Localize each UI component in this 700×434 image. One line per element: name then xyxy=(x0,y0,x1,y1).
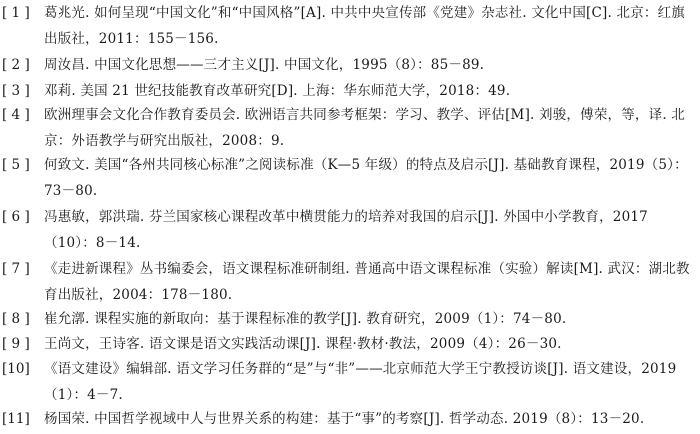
reference-number: [11] xyxy=(2,411,30,427)
reference-text: 周汝昌. 中国文化思想——三才主义[J]. 中国文化，1995（8）：85－89. xyxy=(44,57,485,73)
reference-text: 何致文. 美国“各州共同核心标准”之阅读标准（K—5 年级）的特点及启示[J]. 基础教育课程，2019（5）：73－80. xyxy=(44,157,688,199)
reference-text: 崔允漷. 课程实施的新取向：基于课程标准的教学[J]. 教育研究，2009（1）：74－80. xyxy=(44,311,567,327)
reference-text: 王尚文，王诗客. 语文课是语文实践活动课[J]. 课程·教材·教法，2009（4）：26－30. xyxy=(44,336,562,352)
reference-text: 《走进新课程》丛书编委会，语文课程标准研制组. 普通高中语文课程标准（实验）解读[M]. 武汉：湖北教育出版社，2004：178－180. xyxy=(44,261,690,303)
reference-number: [ 3 ] xyxy=(2,83,30,99)
reference-number: [ 5 ] xyxy=(2,157,30,173)
reference-text: 葛兆光. 如何呈现“中国文化”和“中国风格”[A]. 中共中央宣传部《党建》杂志社. 文化中国[C]. 北京：红旗出版社，2011：155－156. xyxy=(44,5,685,47)
reference-number: [ 2 ] xyxy=(2,57,30,73)
reference-number: [10] xyxy=(2,361,30,377)
reference-text: 杨国荣. 中国哲学视域中人与世界关系的构建：基于“事”的考察[J]. 哲学动态. 2019（8）：13－20. xyxy=(44,411,645,427)
reference-number: [ 8 ] xyxy=(2,311,30,327)
reference-number: [ 1 ] xyxy=(2,5,30,21)
reference-text: 《语文建设》编辑部. 语文学习任务群的“是”与“非”——北京师范大学王宁教授访谈[J]. 语文建设，2019（1）：4－7. xyxy=(44,361,677,403)
reference-text: 欧洲理事会文化合作教育委员会. 欧洲语言共同参考框架：学习、教学、评估[M]. 刘骏，傅荣，等，译. 北京：外语教学与研究出版社，2008：9. xyxy=(44,107,686,149)
reference-number: [ 7 ] xyxy=(2,261,30,277)
reference-text: 冯惠敏，郭洪瑞. 芬兰国家核心课程改革中横贯能力的培养对我国的启示[J]. 外国中小学教育，2017（10）：8－14. xyxy=(44,209,648,251)
reference-number: [ 9 ] xyxy=(2,336,30,352)
reference-number: [ 6 ] xyxy=(2,209,30,225)
reference-number: [ 4 ] xyxy=(2,107,30,123)
reference-text: 邓莉. 美国 21 世纪技能教育改革研究[D]. 上海：华东师范大学，2018：49. xyxy=(44,83,511,99)
